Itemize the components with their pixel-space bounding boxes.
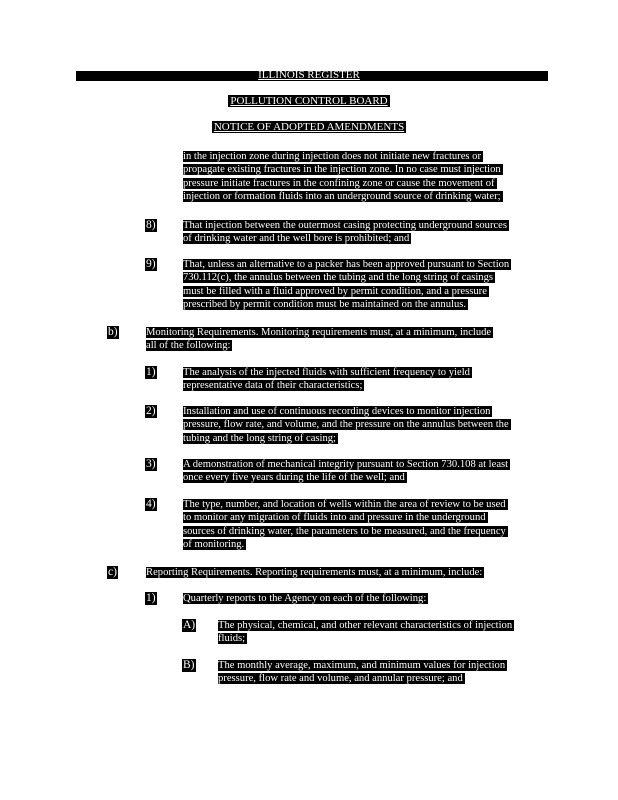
item-b1-label: 1) xyxy=(146,366,156,378)
item-b3-label: 3) xyxy=(146,458,156,470)
item-cB-label: B) xyxy=(183,659,195,671)
notice-title: NOTICE OF ADOPTED AMENDMENTS xyxy=(213,121,405,133)
item-b3-text: A demonstration of mechanical integrity pursuant to Section 730.108 at least once every five years during the life of the well; and xyxy=(183,459,509,484)
item-b2-text: Installation and use of continuous recording devices to monitor injection pressure, flow rate, and volume, and the pressure on the annulus between the tubing and the long string of casing; xyxy=(183,406,509,444)
item-c1-text: Quarterly reports to the Agency on each of the following: xyxy=(183,593,427,604)
item-b2-label: 2) xyxy=(146,405,156,417)
item-8-label: 8) xyxy=(146,219,156,231)
item-b1-text: The analysis of the injected fluids with sufficient frequency to yield representative data of their characteristics; xyxy=(183,367,470,392)
section-b-text: Monitoring Requirements. Monitoring requirements must, at a minimum, include all of the following: xyxy=(146,327,492,352)
item-b4-label: 4) xyxy=(146,498,156,510)
item-cB-text: The monthly average, maximum, and minimum values for injection pressure, flow rate and volume, and annular pressure; and xyxy=(218,660,506,685)
item-c1-label: 1) xyxy=(146,592,156,604)
register-title: ILLINOIS REGISTER xyxy=(258,69,360,81)
board-title: POLLUTION CONTROL BOARD xyxy=(230,95,388,107)
item-9-label: 9) xyxy=(146,258,156,270)
continuation-paragraph: in the injection zone during injection does not initiate new fractures or propagate existing fractures in the injection zone. In no case must injection pressure initiate fractures in the confining zone or cause the movement of injection or formation fluids into an underground source of drinking water; xyxy=(183,151,501,203)
item-8-text: That injection between the outermost casing protecting underground sources of drinking water and the well bore is prohibited; and xyxy=(183,220,507,245)
item-cA-text: The physical, chemical, and other relevant characteristics of injection fluids; xyxy=(218,620,513,645)
section-c-text: Reporting Requirements. Reporting requirements must, at a minimum, include: xyxy=(146,567,483,578)
section-b-label: b) xyxy=(108,326,118,338)
item-9-text: That, unless an alternative to a packer has been approved pursuant to Section 730.112(c), the annulus between the tubing and the long string of casings must be filled with a fluid approved by permit condition, and a pressure prescribed by permit condition must be maintained on the annulus. xyxy=(183,259,510,311)
section-c-label: c) xyxy=(108,566,117,578)
item-cA-label: A) xyxy=(183,619,196,631)
item-b4-text: The type, number, and location of wells within the area of review to be used to monitor any migration of fluids into and pressure in the underground sources of drinking water, the parameters to be measured, and the frequency of monitoring. xyxy=(183,499,506,551)
